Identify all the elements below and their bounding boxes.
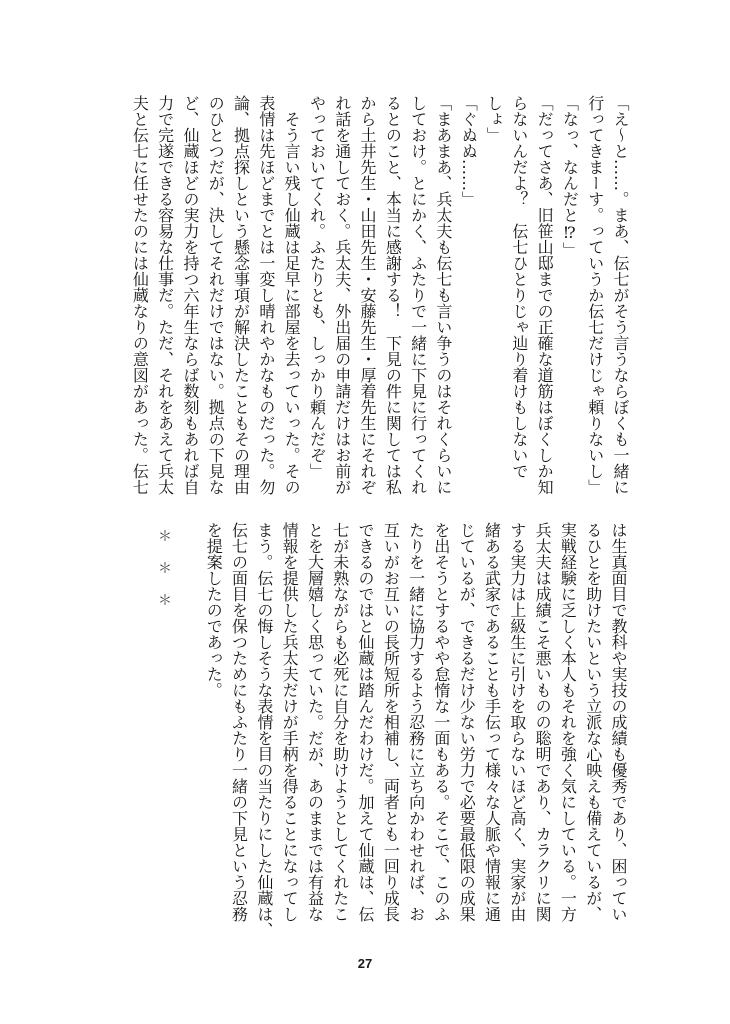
text-line: 夫と伝七に任せたのには仙蔵なりの意図があった。伝七 [130,95,150,495]
text-line: しておけ。とにかく、ふたりで一緒に下見に行ってくれ [408,95,428,495]
text-line: らないんだよ？ 伝七ひとりじゃ辿り着けもしないで [509,95,529,479]
text-line: 「だってさあ、旧笹山邸までの正確な道筋はぼくしか知 [535,95,555,495]
text-line: 「なっ、なんだと⁉」 [560,95,580,258]
text-line: じているが、できるだけ少ない労力で必要最低限の成果 [457,522,477,922]
scene-break [157,529,173,619]
text-line: やっておいてくれ。ふたりとも、しっかり頼んだぞ」 [307,95,327,479]
text-line: を提案したのであった。 [204,522,224,698]
asterisk-icon: ＊ [158,561,172,577]
text-line: できるのではと仙蔵は踏んだわけだ。加えて仙蔵は、伝 [356,522,376,922]
text-line: 七が未熟ながらも必死に自分を助けようとしてくれたこ [330,522,350,922]
text-line: れ話を通しておく。兵太夫、外出届の申請だけはお前が [332,95,352,495]
page-number: 27 [357,956,373,971]
text-line: しょ」 [484,95,504,143]
text-line: そう言い残し仙蔵は足早に部屋を去っていった。その [282,95,302,495]
upper-text-block [127,95,633,495]
text-line: とを大層嬉しく思っていた。だが、あのままでは有益な [305,522,325,922]
text-line: 論、拠点探しという懸念事項が解決したこともその理由 [231,95,251,495]
text-line: を出そうとするやや怠惰な一面もある。そこで、このふ [431,522,451,922]
asterisk-icon: ＊ [158,529,172,545]
lower-text-block [201,522,631,938]
text-line: 表情は先ほどまでとは一変し晴れやかなものだった。勿 [256,95,276,495]
text-line: ど、仙蔵ほどの実力を持つ六年生ならば数刻もあれば自 [180,95,200,495]
text-line: 「まあまあ、兵太夫も伝七も言い争うのはそれくらいに [433,95,453,495]
text-line: 力で完遂できる容易な仕事だ。ただ、それをあえて兵太 [155,95,175,495]
text-line: 伝七の面目を保つためにもふたり一緒の下見という忍務 [229,522,249,922]
text-line: 行ってきまーす。っていうか伝七だけじゃ頼りないし」 [585,95,605,495]
text-line: は生真面目で教科や実技の成績も優秀であり、困ってい [609,522,628,922]
text-line: 「ぐぬぬ……」 [459,95,479,207]
text-line: まう。伝七の悔しそうな表情を目の当たりにした仙蔵は、 [254,522,274,938]
asterisk-icon: ＊ [158,593,172,609]
text-line: 兵太夫は成績こそ悪いものの聡明であり、カラクリに関 [533,522,553,922]
text-line: 実戦経験に乏しく本人もそれを強く気にしている。一方 [558,522,578,922]
text-line: るとのこと、本当に感謝する！ 下見の件に関しては私 [383,95,403,495]
text-line: のひとつだが、決してそれだけではない。拠点の下見な [206,95,226,495]
text-line: るひとを助けたいという立派な心映えも備えているが、 [583,522,603,922]
text-line: 「え〜と……。まあ、伝七がそう言うならぼくも一緒に [611,95,630,495]
text-line: する実力は上級生に引けを取らないほど高く、実家が由 [507,522,527,922]
text-line: たりを一緒に協力するよう忍務に立ち向かわせれば、お [406,522,426,922]
text-line: 互いがお互いの長所短所を相補し、両者とも一回り成長 [381,522,401,922]
text-line: 緒ある武家であることも手伝って様々な人脈や情報に通 [482,522,502,922]
text-line: から土井先生・山田先生・安藤先生・厚着先生にそれぞ [358,95,378,495]
text-line: 情報を提供した兵太夫だけが手柄を得ることになってし [280,522,300,922]
